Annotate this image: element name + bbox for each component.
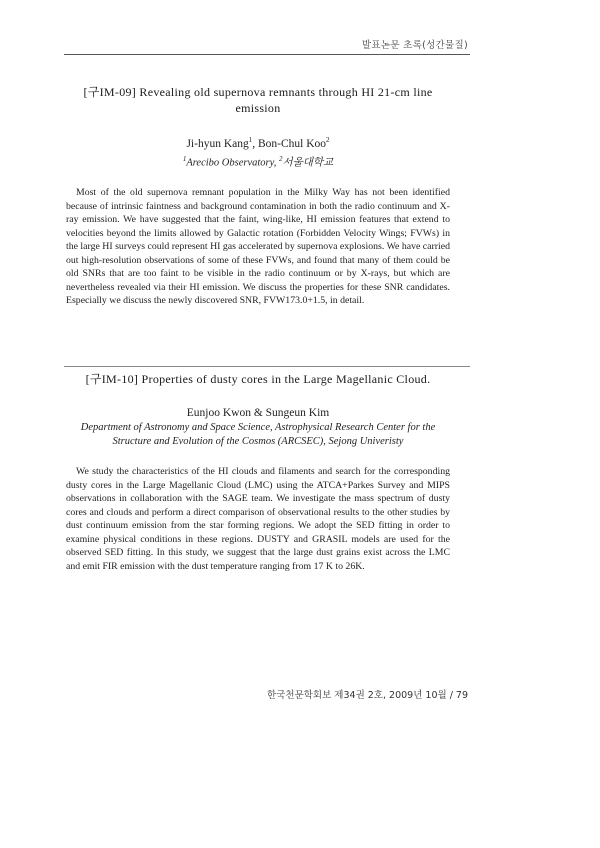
paper-abstract: Most of the old supernova remnant population in the Milky Way has not been identified because of intrinsic faintness and background contamination in both the radio continuum and X-ray emission. We have suggested that the faint, wing-like, HI emission features that extend to velocities beyond the limits allowed by Galactic rotation (Forbidden Velocity Wings; FVWs) in the large HI surveys could represent HI gas accelerated by supernova explosions. We have carried out high-resolution observations of some of these FVWs, and found that many of them could be old SNRs that are too faint to be visible in the radio continuum or by X-rays, but which are nevertheless revealed via their HI emission. We discuss the properties for these SNR candidates. Especially we discuss the newly discovered SNR, FVW173.0+1.5, in detail. [66, 187, 450, 307]
running-header: 발표논문 초록(성간물질) [361, 40, 468, 51]
paper-im-10 [66, 371, 450, 583]
paper-title-text: Revealing old supernova remnants through HI 21-cm line emission [139, 85, 433, 115]
paper-authors: Ji-hyun Kang$^1$, Bon-Chul Koo$^2$ [186, 136, 330, 150]
paper-abstract: We study the characteristics of the HI clouds and filaments and search for the corresponding dusty cores in the Large Magellanic Cloud (LMC) using the ATCA+Parkes Survey and MIPS observations in collaboration with the SAGE team. We investigate the mass spectrum of dusty cores and clouds and perform a direct comparison of observational results to the other studies by dust continuum emission from the star forming regions. We adopt the SED fitting in order to examine physical conditions in these regions. DUSTY and GRASIL models are used for the observed SED fitting. In this study, we suggest that the large dust grains exist across the LMC and emit FIR emission with the dust temperature ranging from 17 K to 26K. [66, 466, 450, 572]
author-mark: 2 [326, 136, 330, 144]
affiliation-name: 서울대학교 [282, 157, 334, 169]
section-divider [64, 366, 470, 367]
affiliation-mark: 2 [278, 154, 283, 163]
author-mark: 1 [248, 136, 253, 144]
paper-title [66, 84, 450, 116]
affiliation-mark: 1 [182, 154, 187, 163]
author-name: Bon-Chul Koo [258, 137, 327, 150]
paper-title [66, 371, 450, 387]
page-footer: 한국천문학회보 제34권 2호, 2009년 10월 / 79 [267, 690, 468, 701]
paper-affiliations: $^1$Arecibo Observatory, $^2$서울대학교 [182, 154, 334, 169]
affiliation-name: Arecibo Observatory [186, 157, 274, 169]
paper-code: [구IM-09] [83, 85, 137, 99]
header-rule [64, 54, 470, 55]
author-name: Ji-hyun Kang [186, 137, 249, 150]
paper-authors: Eunjoo Kwon & Sungeun Kim [186, 407, 330, 419]
paper-im-09 [66, 84, 450, 318]
paper-title-text: Properties of dusty cores in the Large Magellanic Cloud. [141, 372, 431, 386]
paper-affiliations: Department of Astronomy and Space Science, Astrophysical Research Center for the Structure and Evolution of the Cosmos (ARCSEC), Sejong Univeristy [80, 422, 436, 447]
paper-code: [구IM-10] [85, 372, 139, 386]
